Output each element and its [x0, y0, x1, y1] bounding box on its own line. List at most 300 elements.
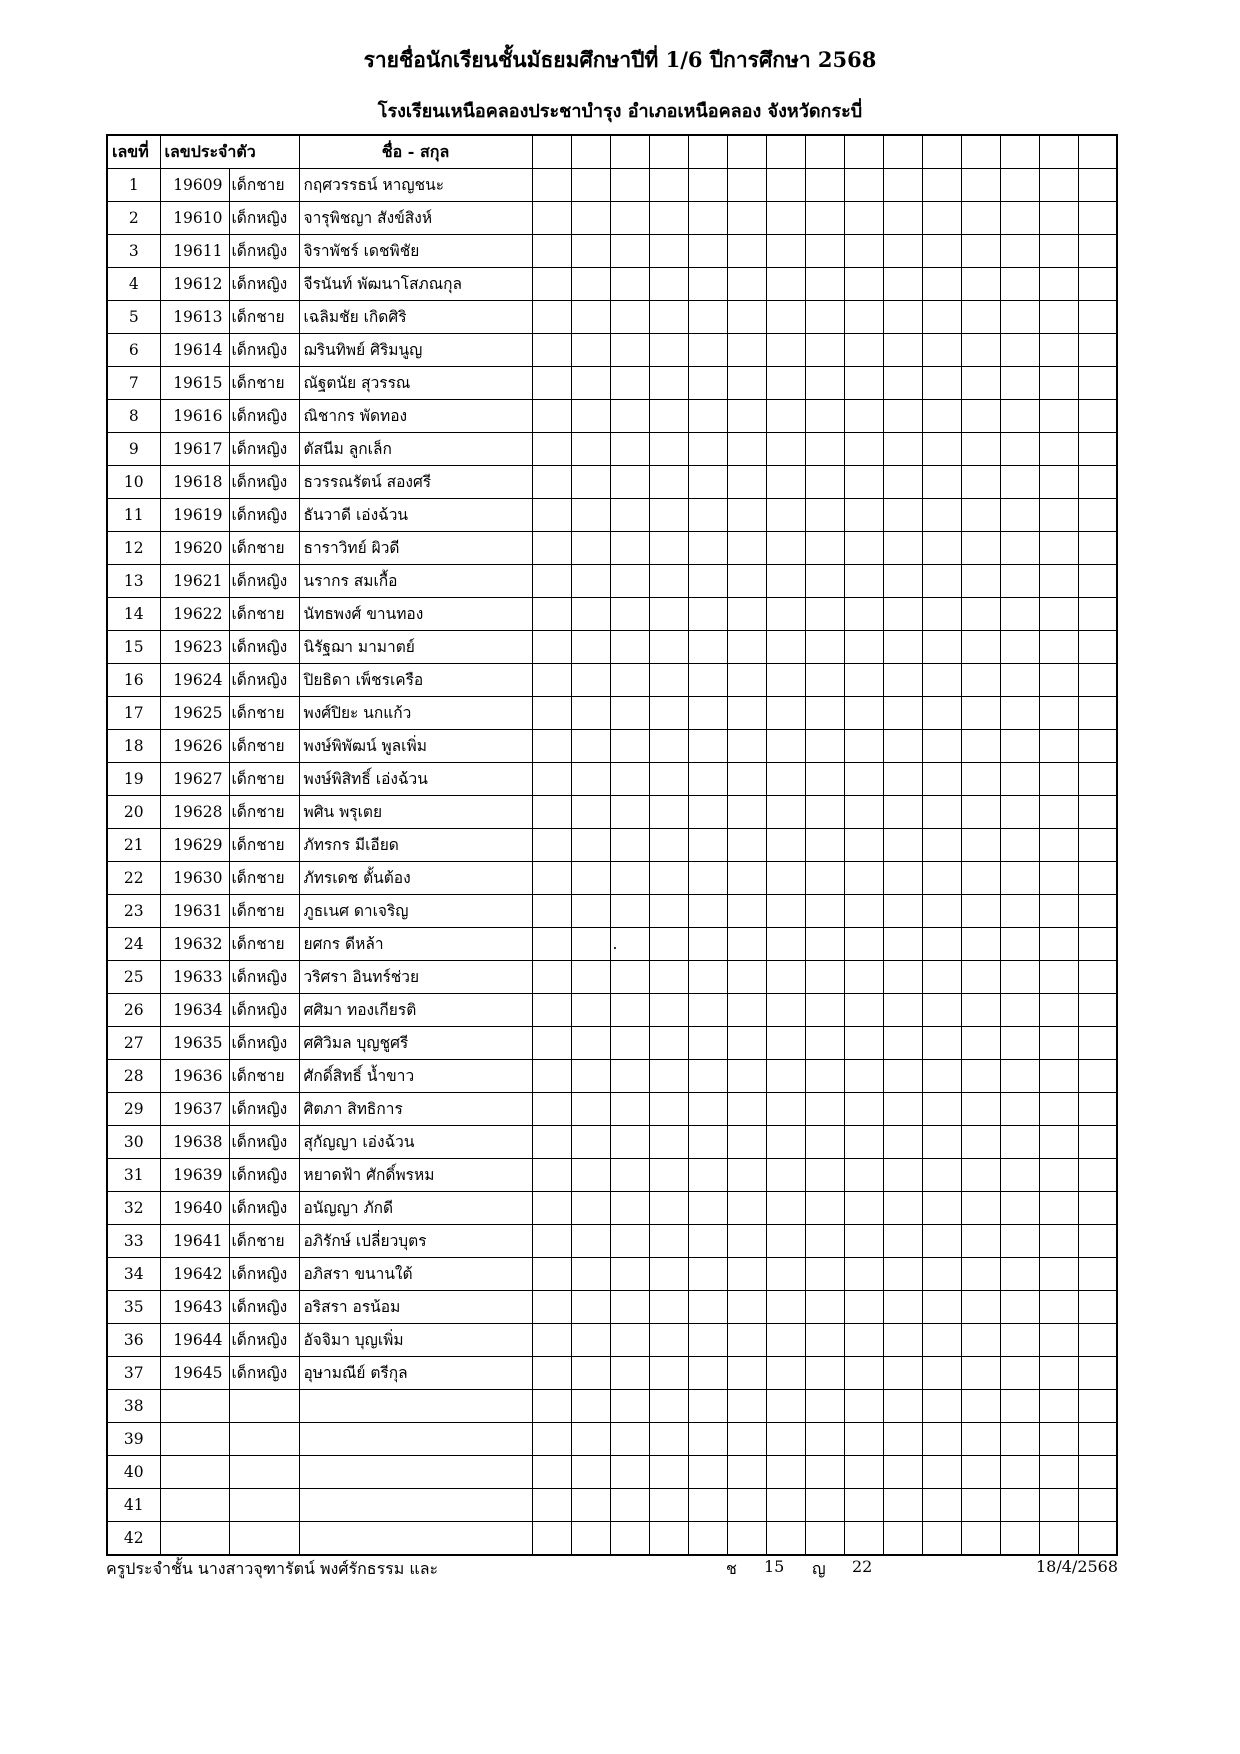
check-cell [610, 1357, 649, 1390]
check-cell [1078, 829, 1117, 862]
check-cell [610, 400, 649, 433]
check-cell [649, 1225, 688, 1258]
row-number: 36 [107, 1324, 160, 1357]
check-cell [844, 1522, 883, 1556]
table-row [107, 169, 1117, 202]
check-cell [922, 1027, 961, 1060]
check-cell [805, 598, 844, 631]
header-check-column [1039, 135, 1078, 169]
check-cell [922, 763, 961, 796]
student-gender [229, 1456, 299, 1489]
check-cell [961, 961, 1000, 994]
check-cell [1078, 928, 1117, 961]
student-gender: เด็กหญิง [229, 334, 299, 367]
check-cell [532, 763, 571, 796]
check-cell [1078, 400, 1117, 433]
check-cell [922, 1390, 961, 1423]
check-cell [1078, 1357, 1117, 1390]
check-cell [844, 1027, 883, 1060]
check-cell [727, 1027, 766, 1060]
check-cell [961, 1258, 1000, 1291]
check-cell [961, 1027, 1000, 1060]
check-cell [1078, 994, 1117, 1027]
check-cell [805, 499, 844, 532]
check-cell [961, 1192, 1000, 1225]
check-cell [1000, 796, 1039, 829]
check-cell [571, 994, 610, 1027]
check-cell [727, 565, 766, 598]
check-cell [1078, 433, 1117, 466]
student-name: ยศกร ดีหล้า [299, 928, 532, 961]
check-cell [649, 664, 688, 697]
check-cell [922, 235, 961, 268]
check-cell [688, 499, 727, 532]
check-cell [766, 367, 805, 400]
check-cell [844, 664, 883, 697]
check-cell [883, 400, 922, 433]
check-cell [610, 1324, 649, 1357]
check-cell [610, 1423, 649, 1456]
student-gender: เด็กชาย [229, 1225, 299, 1258]
row-number: 12 [107, 532, 160, 565]
check-cell [922, 400, 961, 433]
student-gender: เด็กชาย [229, 367, 299, 400]
check-cell [1000, 664, 1039, 697]
check-cell [1039, 499, 1078, 532]
check-cell [844, 961, 883, 994]
check-cell [766, 301, 805, 334]
header-check-column [727, 135, 766, 169]
check-cell [1039, 829, 1078, 862]
check-cell [727, 1225, 766, 1258]
check-cell [805, 1390, 844, 1423]
check-cell [1078, 895, 1117, 928]
check-cell [1078, 301, 1117, 334]
check-cell [883, 895, 922, 928]
student-id: 19630 [160, 862, 229, 895]
table-row [107, 1060, 1117, 1093]
student-gender: เด็กชาย [229, 928, 299, 961]
check-cell [1078, 763, 1117, 796]
check-cell [883, 1522, 922, 1556]
check-cell [532, 730, 571, 763]
check-cell [1039, 1060, 1078, 1093]
check-cell [727, 532, 766, 565]
check-cell [1039, 202, 1078, 235]
check-cell [688, 400, 727, 433]
check-cell [727, 169, 766, 202]
check-cell [649, 796, 688, 829]
check-cell [571, 763, 610, 796]
check-cell [532, 301, 571, 334]
check-cell [1078, 1522, 1117, 1556]
check-cell [610, 367, 649, 400]
check-cell [727, 598, 766, 631]
row-number: 6 [107, 334, 160, 367]
check-cell [805, 1522, 844, 1556]
check-cell [1000, 301, 1039, 334]
check-cell [766, 1291, 805, 1324]
student-gender [229, 1522, 299, 1556]
check-cell [766, 1093, 805, 1126]
check-cell [1078, 1192, 1117, 1225]
check-cell [1039, 1093, 1078, 1126]
check-cell [649, 829, 688, 862]
check-cell [922, 1423, 961, 1456]
check-cell [610, 598, 649, 631]
check-cell [610, 202, 649, 235]
check-cell [649, 1423, 688, 1456]
check-cell [532, 1060, 571, 1093]
check-cell [688, 829, 727, 862]
student-id: 19634 [160, 994, 229, 1027]
check-cell [1078, 1390, 1117, 1423]
check-cell [727, 1522, 766, 1556]
check-cell [805, 367, 844, 400]
check-cell [1039, 235, 1078, 268]
check-cell [610, 895, 649, 928]
check-cell [922, 1126, 961, 1159]
check-cell [1039, 598, 1078, 631]
check-cell [649, 1456, 688, 1489]
check-cell [610, 268, 649, 301]
check-cell [961, 1324, 1000, 1357]
check-cell [1078, 1423, 1117, 1456]
check-cell [805, 1291, 844, 1324]
check-cell [1000, 1192, 1039, 1225]
check-cell [1000, 334, 1039, 367]
check-cell [1078, 697, 1117, 730]
check-cell [571, 1390, 610, 1423]
check-cell [532, 400, 571, 433]
check-cell [688, 697, 727, 730]
check-cell [1078, 499, 1117, 532]
check-cell [571, 730, 610, 763]
check-cell [532, 1192, 571, 1225]
check-cell [1000, 829, 1039, 862]
student-id: 19628 [160, 796, 229, 829]
check-cell [1078, 961, 1117, 994]
check-cell [610, 1390, 649, 1423]
check-cell [766, 235, 805, 268]
student-id: 19626 [160, 730, 229, 763]
check-cell [649, 1192, 688, 1225]
student-id: 19645 [160, 1357, 229, 1390]
student-id: 19632 [160, 928, 229, 961]
check-cell [532, 664, 571, 697]
check-cell [610, 499, 649, 532]
check-cell [766, 730, 805, 763]
check-cell [571, 268, 610, 301]
check-cell [961, 466, 1000, 499]
check-cell [610, 829, 649, 862]
student-name: นิรัฐฌา มามาตย์ [299, 631, 532, 664]
check-cell [961, 1225, 1000, 1258]
check-cell [727, 268, 766, 301]
header-check-column [805, 135, 844, 169]
check-cell [805, 268, 844, 301]
check-cell [922, 466, 961, 499]
check-cell [883, 961, 922, 994]
check-cell [922, 532, 961, 565]
check-cell [805, 532, 844, 565]
check-cell [922, 433, 961, 466]
check-cell [961, 1423, 1000, 1456]
student-id: 19643 [160, 1291, 229, 1324]
header-check-column [922, 135, 961, 169]
check-cell [961, 1522, 1000, 1556]
check-cell [727, 301, 766, 334]
check-cell [727, 697, 766, 730]
check-cell [766, 1159, 805, 1192]
table-row [107, 730, 1117, 763]
check-cell [610, 994, 649, 1027]
check-cell [766, 598, 805, 631]
check-cell [766, 1126, 805, 1159]
row-number: 26 [107, 994, 160, 1027]
check-cell [571, 499, 610, 532]
check-cell [727, 1456, 766, 1489]
check-cell [649, 1126, 688, 1159]
student-id: 19611 [160, 235, 229, 268]
check-cell [727, 1258, 766, 1291]
check-cell [844, 631, 883, 664]
check-cell [1000, 1159, 1039, 1192]
check-cell [883, 235, 922, 268]
student-name [299, 1456, 532, 1489]
check-cell [883, 763, 922, 796]
check-cell [571, 1258, 610, 1291]
check-cell [844, 1423, 883, 1456]
check-cell [610, 1159, 649, 1192]
check-cell [844, 499, 883, 532]
check-cell [532, 532, 571, 565]
student-gender: เด็กชาย [229, 697, 299, 730]
table-row [107, 994, 1117, 1027]
student-id: 19620 [160, 532, 229, 565]
student-name: จิราพัชร์ เดชพิชัย [299, 235, 532, 268]
student-id: 19640 [160, 1192, 229, 1225]
check-cell [766, 1489, 805, 1522]
student-gender: เด็กชาย [229, 169, 299, 202]
check-cell [766, 763, 805, 796]
check-cell [766, 1324, 805, 1357]
header-check-column [1000, 135, 1039, 169]
check-cell [532, 1291, 571, 1324]
student-name: ธันวาดี เอ่งฉ้วน [299, 499, 532, 532]
student-gender: เด็กชาย [229, 730, 299, 763]
check-cell [844, 895, 883, 928]
check-cell [1000, 895, 1039, 928]
student-name: ธาราวิทย์ ผิวดี [299, 532, 532, 565]
check-cell [961, 994, 1000, 1027]
student-gender: เด็กหญิง [229, 1324, 299, 1357]
check-cell [610, 1225, 649, 1258]
check-cell [649, 862, 688, 895]
check-cell [1000, 169, 1039, 202]
check-cell [688, 1324, 727, 1357]
student-id: 19619 [160, 499, 229, 532]
check-cell [532, 1258, 571, 1291]
check-cell [571, 1192, 610, 1225]
student-gender: เด็กหญิง [229, 202, 299, 235]
check-cell [649, 994, 688, 1027]
check-cell [961, 1390, 1000, 1423]
check-cell [805, 1192, 844, 1225]
check-cell [532, 169, 571, 202]
check-cell [844, 697, 883, 730]
student-name: อุษามณีย์ ตรีกุล [299, 1357, 532, 1390]
table-row [107, 433, 1117, 466]
check-cell [610, 730, 649, 763]
check-cell [961, 1126, 1000, 1159]
check-cell [649, 235, 688, 268]
table-row [107, 202, 1117, 235]
check-cell [688, 433, 727, 466]
check-cell [922, 1060, 961, 1093]
row-number: 39 [107, 1423, 160, 1456]
check-cell [883, 664, 922, 697]
check-cell [1039, 1126, 1078, 1159]
check-cell [571, 1357, 610, 1390]
check-cell [805, 169, 844, 202]
check-cell [1000, 697, 1039, 730]
check-cell [727, 895, 766, 928]
table-row [107, 1258, 1117, 1291]
check-cell [532, 1027, 571, 1060]
student-gender: เด็กหญิง [229, 433, 299, 466]
row-number: 29 [107, 1093, 160, 1126]
student-name: ปิยธิดา เพ็ชรเครือ [299, 664, 532, 697]
row-number: 15 [107, 631, 160, 664]
student-id: 19616 [160, 400, 229, 433]
check-cell [610, 301, 649, 334]
table-row [107, 631, 1117, 664]
check-cell [805, 730, 844, 763]
check-cell [922, 1093, 961, 1126]
check-cell [649, 598, 688, 631]
check-cell [1039, 697, 1078, 730]
check-cell [727, 961, 766, 994]
check-cell [571, 301, 610, 334]
check-cell [571, 169, 610, 202]
row-number: 32 [107, 1192, 160, 1225]
check-cell [571, 1027, 610, 1060]
check-cell [1000, 631, 1039, 664]
check-cell [766, 994, 805, 1027]
check-cell [1039, 994, 1078, 1027]
row-number: 8 [107, 400, 160, 433]
student-name: ศศิวิมล บุญชูศรี [299, 1027, 532, 1060]
check-cell [805, 1357, 844, 1390]
check-cell [1078, 862, 1117, 895]
row-number: 25 [107, 961, 160, 994]
check-cell [805, 1258, 844, 1291]
female-count: 22 [852, 1557, 873, 1576]
student-gender: เด็กหญิง [229, 1192, 299, 1225]
check-cell [532, 367, 571, 400]
check-cell [844, 334, 883, 367]
student-gender: เด็กหญิง [229, 466, 299, 499]
check-cell [688, 268, 727, 301]
check-cell [532, 895, 571, 928]
table-row [107, 862, 1117, 895]
student-id: 19627 [160, 763, 229, 796]
check-cell [571, 1489, 610, 1522]
check-cell [649, 433, 688, 466]
check-cell [766, 1357, 805, 1390]
check-cell [610, 169, 649, 202]
check-cell [532, 499, 571, 532]
check-cell [727, 796, 766, 829]
check-cell [883, 1489, 922, 1522]
check-cell [766, 631, 805, 664]
check-cell [727, 664, 766, 697]
check-cell [571, 1159, 610, 1192]
check-cell [844, 730, 883, 763]
check-cell [922, 1489, 961, 1522]
check-cell [1078, 367, 1117, 400]
check-cell [649, 202, 688, 235]
student-id: 19633 [160, 961, 229, 994]
check-cell [1039, 565, 1078, 598]
student-name: อภิสรา ขนานใต้ [299, 1258, 532, 1291]
check-cell [805, 961, 844, 994]
check-cell [1039, 862, 1078, 895]
check-cell [610, 1522, 649, 1556]
check-cell [532, 202, 571, 235]
check-cell [805, 1423, 844, 1456]
check-cell [805, 202, 844, 235]
check-cell [727, 499, 766, 532]
check-cell [883, 631, 922, 664]
check-cell [844, 1192, 883, 1225]
check-cell [922, 928, 961, 961]
check-cell [688, 1027, 727, 1060]
check-cell [688, 664, 727, 697]
check-cell [844, 466, 883, 499]
row-number: 22 [107, 862, 160, 895]
check-cell [883, 532, 922, 565]
row-number: 18 [107, 730, 160, 763]
row-number: 1 [107, 169, 160, 202]
check-cell [766, 202, 805, 235]
check-cell [610, 697, 649, 730]
student-name: หยาดฟ้า ศักดิ์พรหม [299, 1159, 532, 1192]
check-cell [961, 334, 1000, 367]
check-cell [961, 367, 1000, 400]
header-check-column [1078, 135, 1117, 169]
check-cell [1078, 532, 1117, 565]
table-row [107, 466, 1117, 499]
student-id: 19625 [160, 697, 229, 730]
check-cell [883, 1456, 922, 1489]
row-number: 17 [107, 697, 160, 730]
table-row [107, 1423, 1117, 1456]
check-cell [649, 466, 688, 499]
student-id [160, 1423, 229, 1456]
check-cell [532, 334, 571, 367]
check-cell [805, 565, 844, 598]
table-row [107, 1225, 1117, 1258]
check-cell [649, 1357, 688, 1390]
student-gender: เด็กชาย [229, 796, 299, 829]
check-cell [649, 1489, 688, 1522]
check-cell [1039, 1489, 1078, 1522]
student-id: 19635 [160, 1027, 229, 1060]
check-cell [922, 1258, 961, 1291]
student-id: 19613 [160, 301, 229, 334]
